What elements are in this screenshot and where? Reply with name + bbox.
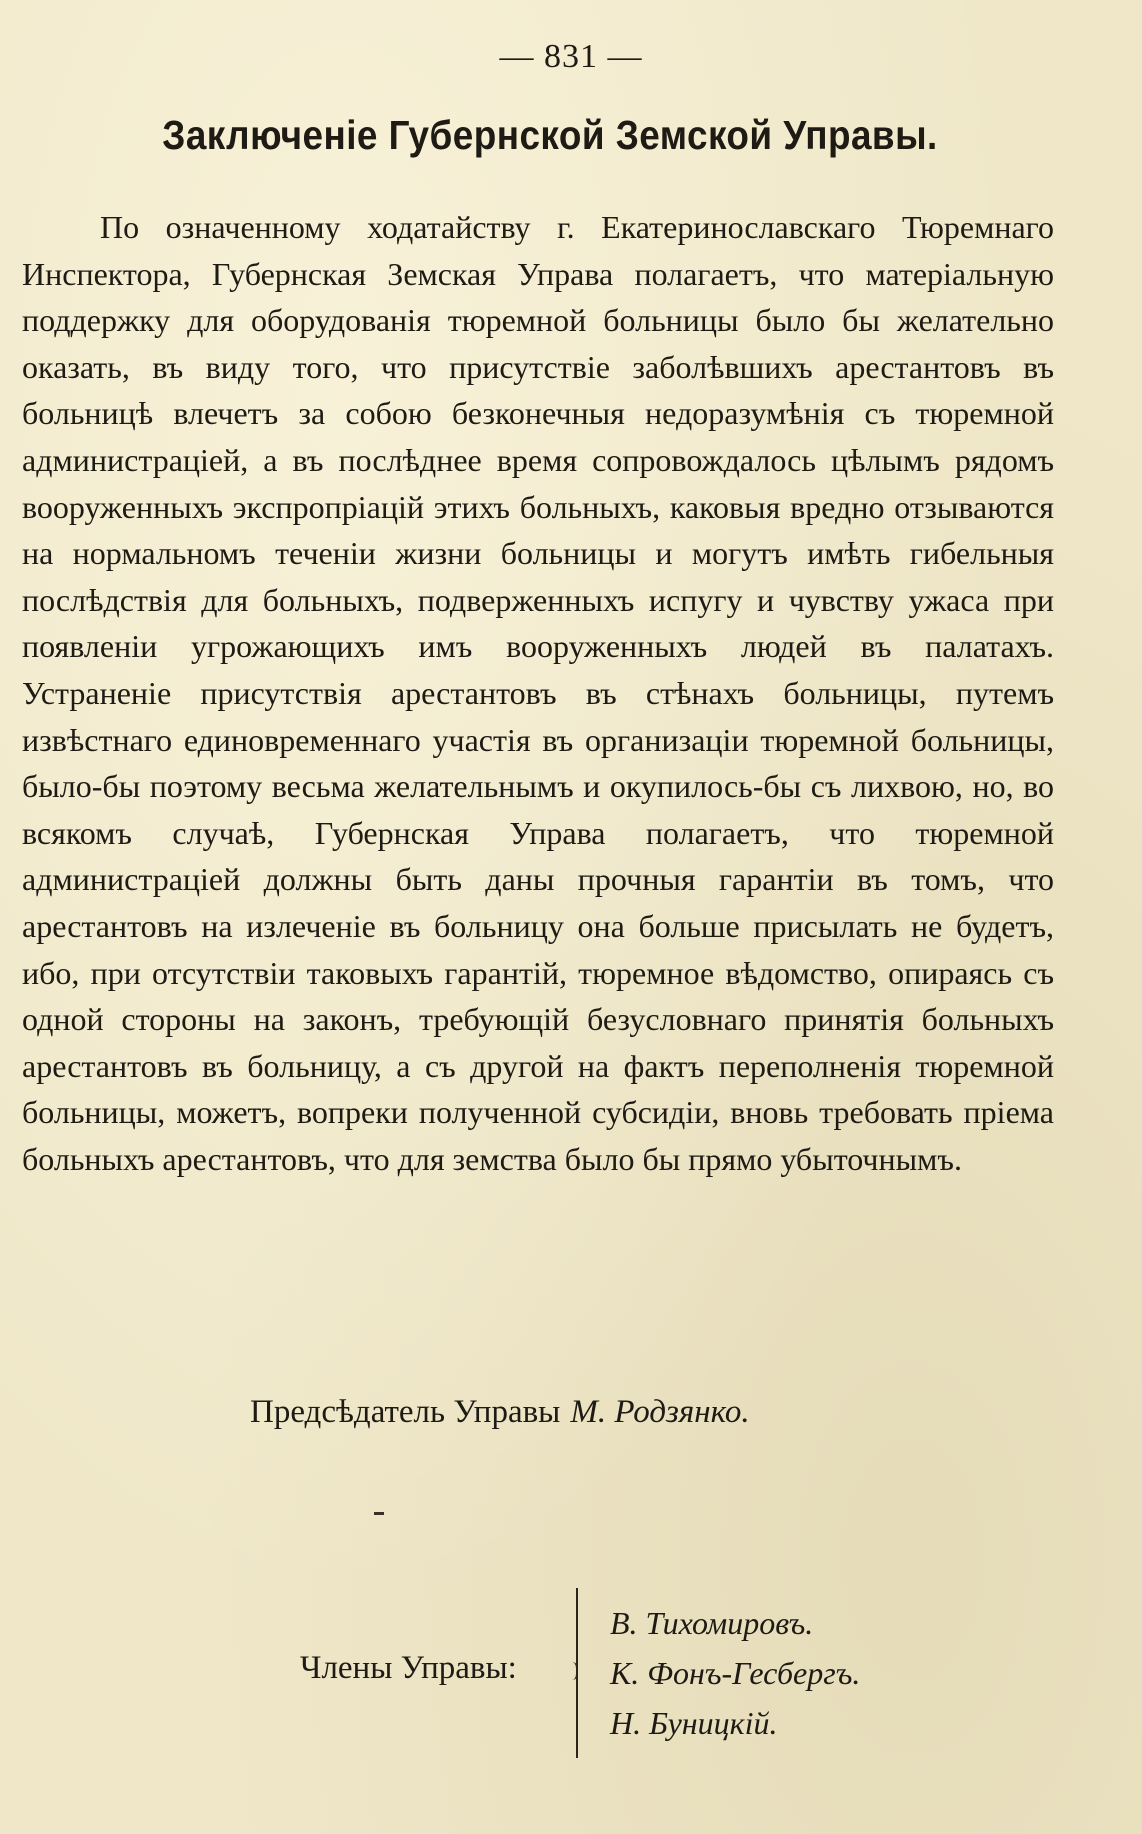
section-heading: Заключеніе Губернской Земской Управы. — [162, 112, 938, 158]
member-name: К. Фонъ-Гесбергъ. — [610, 1655, 861, 1691]
chairman-signature — [250, 1394, 750, 1431]
dash-mark — [374, 1512, 384, 1515]
members-list — [610, 1598, 860, 1748]
body-paragraph: По означенному ходатайству г. Екатеринославскаго Тюремнаго Инспектора, Губернская Земская Управа полагаетъ, что матеріальную поддержку для оборудованія тюремной больницы было бы желательно оказать, въ виду того, что присутствіе заболѣвшихъ арестантовъ въ больницѣ влечетъ за собою безконечныя недоразумѣнія съ тюремной администраціей, а въ послѣднее время сопровождалось цѣлымъ рядомъ вооруженныхъ экспропріацій этихъ больныхъ, каковыя вредно отзываются на нормальномъ теченіи жизни больницы и могутъ имѣть гибельныя послѣдствія для больныхъ, подверженныхъ испугу и чувству ужаса при появленіи угрожающихъ имъ вооруженныхъ людей въ палатахъ. Устраненіе присутствія арестантовъ въ стѣнахъ больницы, путемъ извѣстнаго единовременнаго участія въ организаціи тюремной больницы, было-бы поэтому весьма желательнымъ и окупилось-бы съ лихвою, но, во всякомъ случаѣ, Губернская Управа полагаетъ, что тюремной администраціей должны быть даны прочныя гарантіи въ томъ, что арестантовъ на излеченіе въ больницу она больше присылать не будетъ, ибо, при отсутствіи таковыхъ гарантій, тюремное вѣдомство, опираясь съ одной стороны на законъ, требующій безусловнаго принятія больныхъ арестантовъ въ больницу, а съ другой на фактъ переполненія тюремной больницы, можетъ, вопреки полученной субсидіи, вновь требовать пріема больныхъ арестантовъ, что для земства было бы прямо убыточнымъ. — [22, 209, 1054, 1177]
brace-line — [576, 1588, 578, 1758]
page-number: — 831 — — [499, 38, 643, 75]
member-name: Н. Буницкій. — [610, 1705, 778, 1741]
chairman-name: М. Родзянко. — [570, 1394, 750, 1430]
member-name: В. Тихомировъ. — [610, 1605, 814, 1641]
members-label: Члены Управы: — [300, 1650, 517, 1686]
chairman-title: Предсѣдатель Управы — [250, 1394, 561, 1430]
board-members-block — [300, 1588, 900, 1758]
